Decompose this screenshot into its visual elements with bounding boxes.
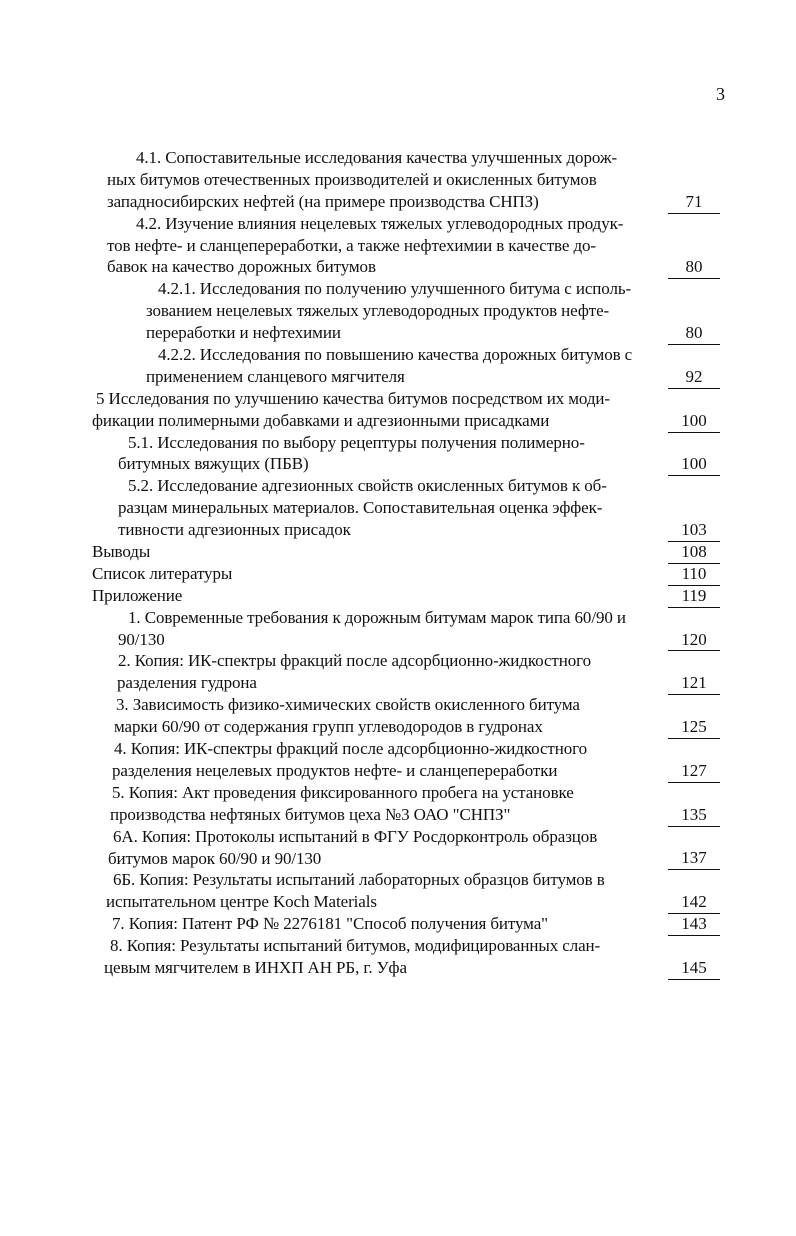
toc-page-number: 92 [668,366,720,389]
toc-entry-line: битумов марок 60/90 и 90/130 [108,848,322,868]
toc-entry [0,869,796,913]
toc-entry-line: тов нефте- и сланцепереработки, а также нефтехимии в качестве до- [107,235,596,255]
toc-entry-line: применением сланцевого мягчителя [146,366,405,386]
toc-entry-line: переработки и нефтехимии [146,323,341,343]
toc-entry-line: Список литературы [92,563,233,583]
toc-page-number: 71 [668,191,720,214]
toc-entry [0,278,796,344]
toc-entry [0,541,796,563]
toc-entry-line: 5.2. Исследование адгезионных свойств окисленных битумов к об- [128,476,607,496]
toc-entry-line: разцам минеральных материалов. Сопоставительная оценка эффек- [118,498,603,518]
toc-entry-line: 3. Зависимость физико-химических свойств окисленного битума [116,695,580,715]
toc-entry-line: 6Б. Копия: Результаты испытаний лабораторных образцов битумов в [113,870,605,890]
toc-page-number: 80 [668,322,720,345]
toc-entry [0,738,796,782]
toc-entry-line: бавок на качество дорожных битумов [107,257,376,277]
toc-page-number: 135 [668,804,720,827]
toc-entry-line: тивности адгезионных присадок [118,520,351,540]
toc-page-number: 108 [668,541,720,564]
toc-entry-line: марки 60/90 от содержания групп углеводородов в гудронах [114,717,543,737]
toc-entry-line: 4.2.1. Исследования по получению улучшенного битума с исполь- [158,279,632,299]
toc-entry [0,607,796,651]
toc-page-number: 127 [668,760,720,783]
toc-page-number: 103 [668,519,720,542]
toc-page-number: 100 [668,410,720,433]
toc-entry-line: зованием нецелевых тяжелых углеводородных продуктов нефте- [146,301,610,321]
toc-page-number: 143 [668,913,720,936]
page-number: 3 [716,84,725,104]
toc-page-number: 145 [668,957,720,980]
toc-entry [0,826,796,870]
toc-entry [0,475,796,541]
toc-page-number: 110 [668,563,720,586]
toc-entry-line: 6А. Копия: Протоколы испытаний в ФГУ Росдорконтроль образцов [113,826,598,846]
toc-entry-line: 4.1. Сопоставительные исследования качества улучшенных дорож- [136,148,618,167]
toc-entry-line: Выводы [92,542,151,562]
toc-entry-line: фикации полимерными добавками и адгезионными присадками [92,410,550,430]
toc-entry [0,344,796,388]
toc-entry-line: Приложение [92,585,183,605]
toc-entry-line: 4. Копия: ИК-спектры фракций после адсорбционно-жидкостного [114,739,587,759]
toc-entry-line: 5.1. Исследования по выбору рецептуры получения полимерно- [128,432,585,452]
toc-entry [0,147,796,213]
toc-entry-line: производства нефтяных битумов цеха №3 ОАО "СНПЗ" [110,804,511,824]
table-of-contents [0,147,796,979]
toc-page-number: 120 [668,629,720,652]
toc-entry-line: разделения гудрона [117,673,257,693]
toc-entry-line: ных битумов отечественных производителей и окисленных битумов [107,169,597,189]
toc-entry-line: 4.2. Изучение влияния нецелевых тяжелых углеводородных продук- [136,213,624,233]
toc-entry [0,432,796,476]
toc-entry-line: 1. Современные требования к дорожным битумам марок типа 60/90 и [128,607,626,627]
toc-entry-line: 7. Копия: Патент РФ № 2276181 "Способ получения битума" [112,914,548,934]
toc-entry-line: 4.2.2. Исследования по повышению качества дорожных битумов с [158,345,633,365]
toc-entry [0,935,796,979]
toc-entry-line: 8. Копия: Результаты испытаний битумов, модифицированных слан- [110,936,601,956]
toc-page-number: 137 [668,847,720,870]
toc-entry [0,585,796,607]
toc-entry [0,213,796,279]
toc-page-number: 80 [668,256,720,279]
toc-entry-line: западносибирских нефтей (на примере производства СНПЗ) [107,191,539,211]
toc-entry-line: разделения нецелевых продуктов нефте- и сланцепереработки [112,760,558,780]
toc-entry [0,388,796,432]
toc-entry-line: 90/130 [118,629,165,649]
toc-entry [0,650,796,694]
toc-entry-line: 5. Копия: Акт проведения фиксированного пробега на установке [112,782,574,802]
toc-page-number: 125 [668,716,720,739]
toc-entry-line: битумных вяжущих (ПБВ) [118,454,309,474]
toc-entry [0,563,796,585]
toc-page-number: 142 [668,891,720,914]
toc-entry [0,694,796,738]
toc-entry-line: 5 Исследования по улучшению качества битумов посредством их моди- [96,388,610,408]
toc-page-number: 121 [668,672,720,695]
toc-page-number: 119 [668,585,720,608]
toc-entry-line: 2. Копия: ИК-спектры фракций после адсорбционно-жидкостного [118,651,591,671]
toc-entry [0,782,796,826]
toc-page-number: 100 [668,453,720,476]
toc-entry-line: цевым мягчителем в ИНХП АН РБ, г. Уфа [104,957,407,977]
toc-entry [0,913,796,935]
toc-entry-line: испытательном центре Koch Materials [106,892,377,912]
